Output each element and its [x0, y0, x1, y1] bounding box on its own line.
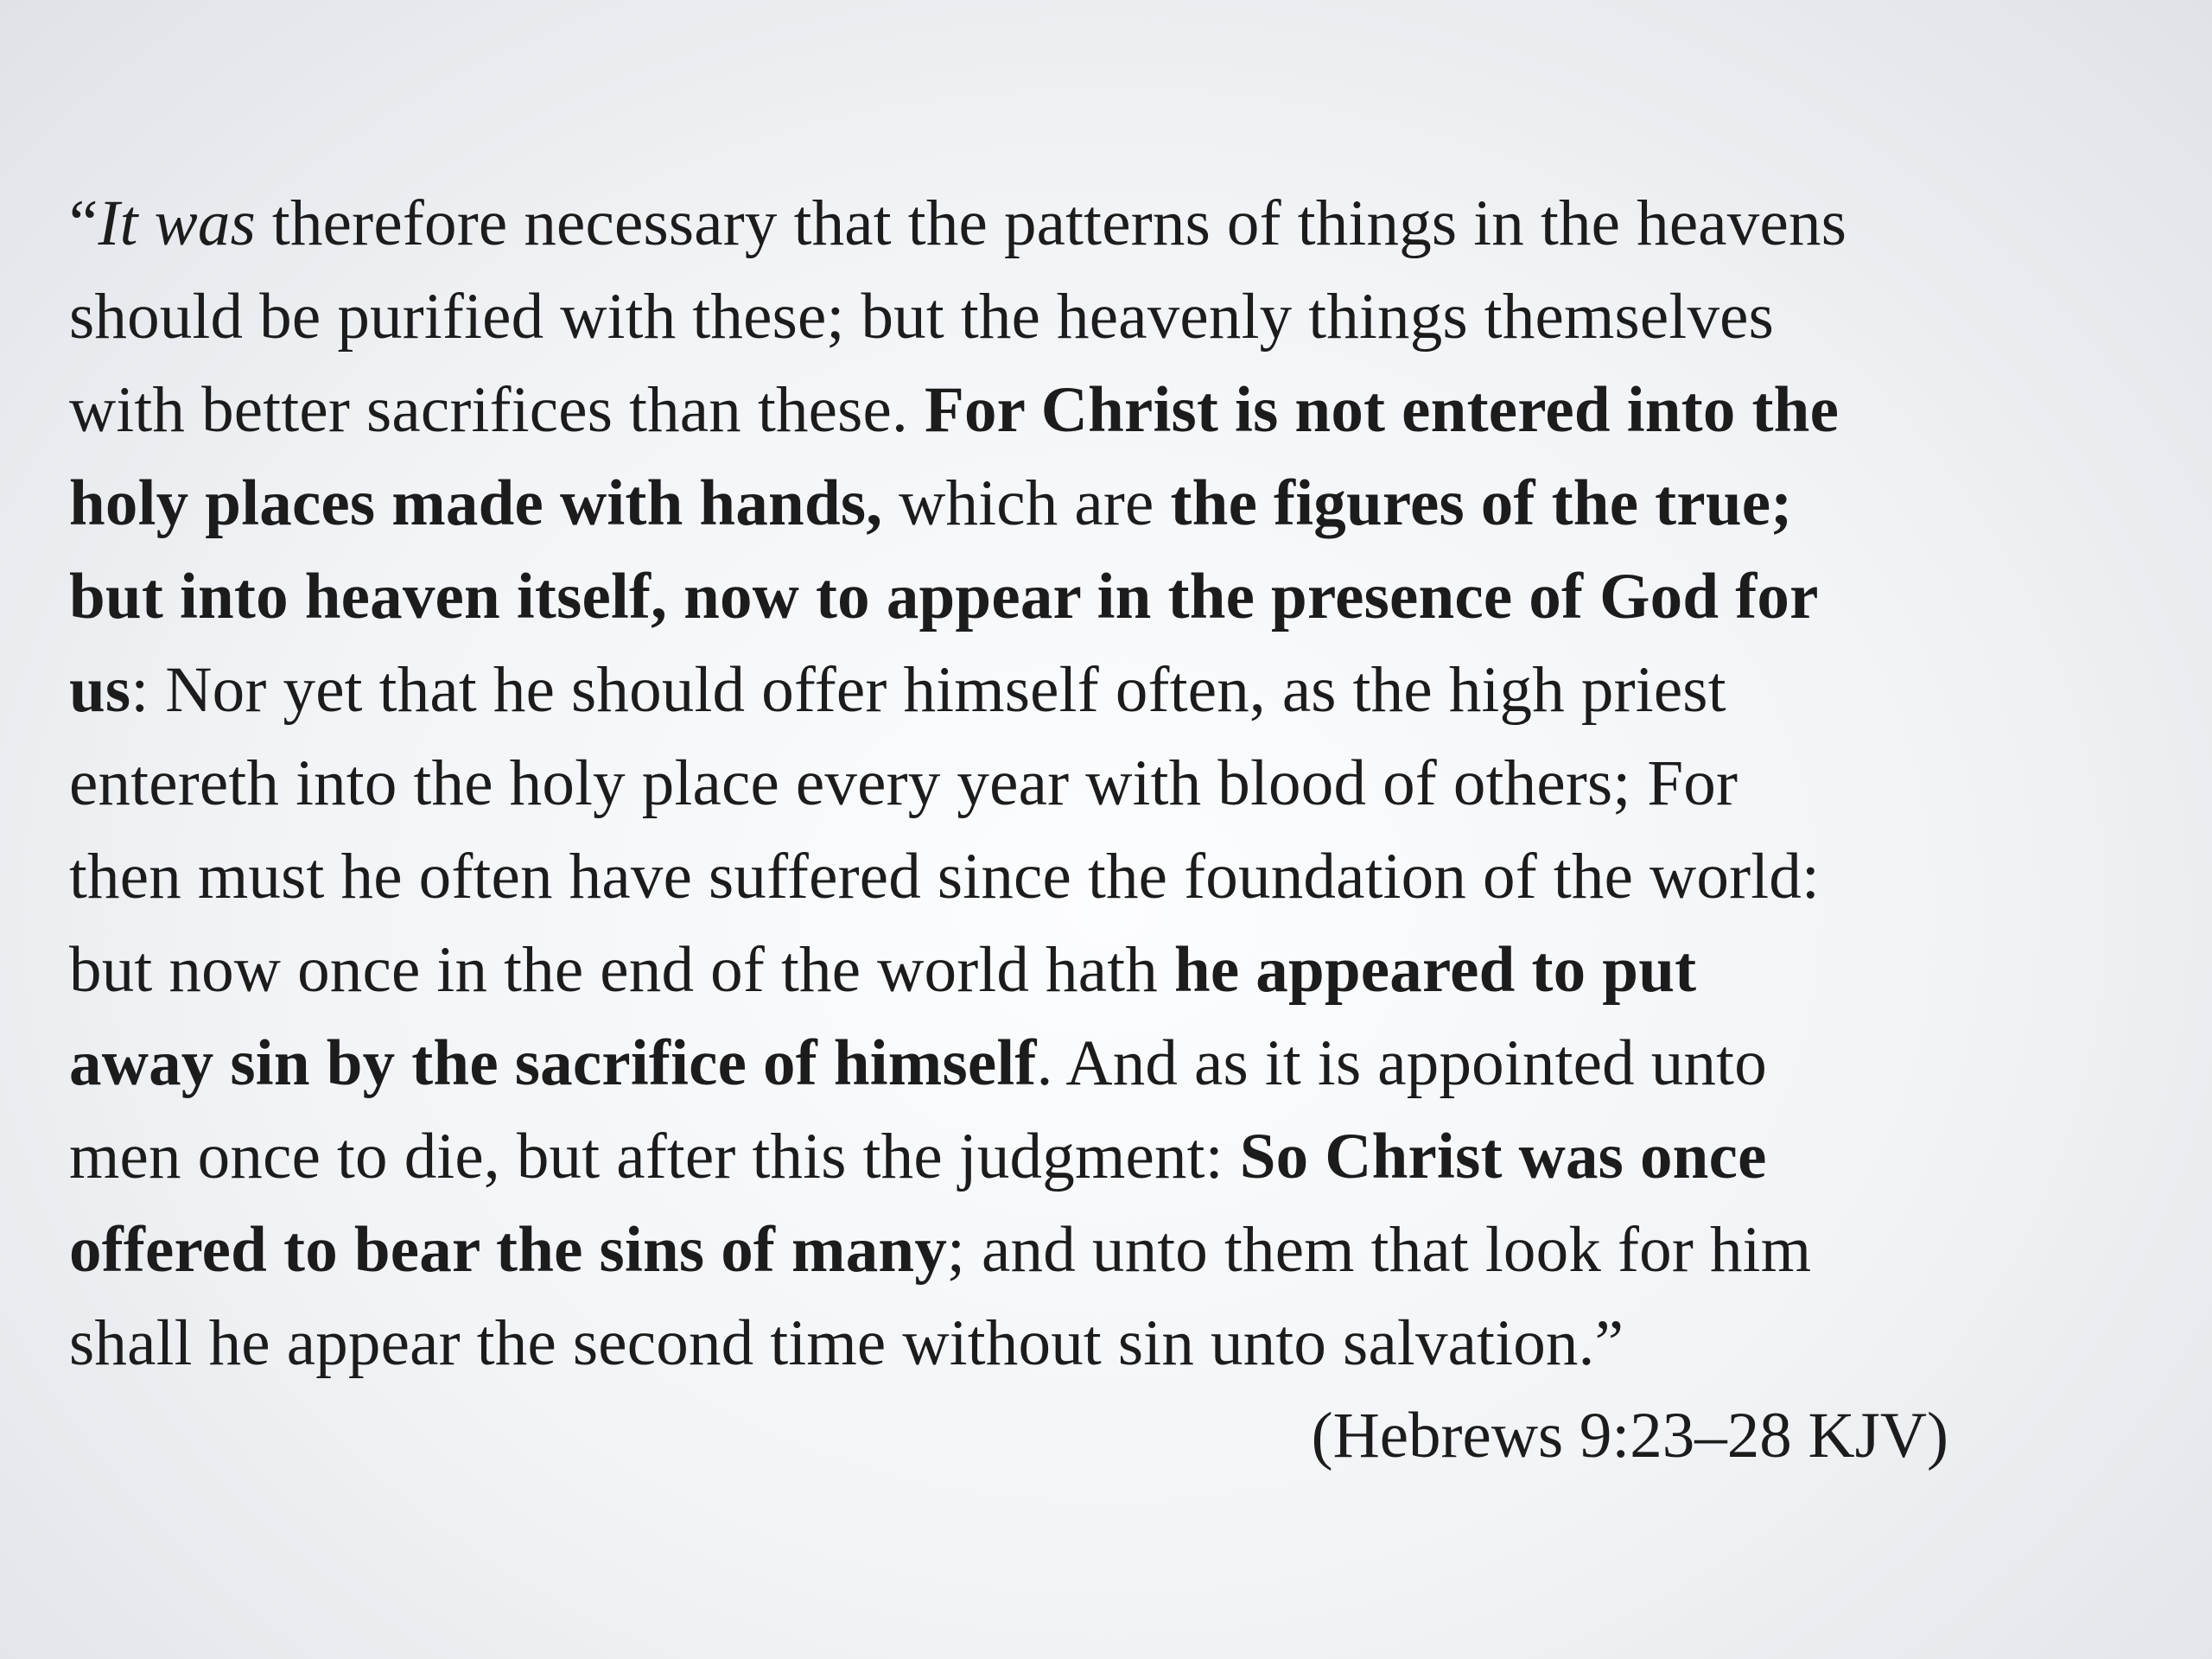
bold-emphasis: So Christ was once [1239, 1121, 1767, 1192]
quote-line-6 [69, 644, 2177, 737]
bold-emphasis: For Christ is not entered into the [924, 374, 1840, 446]
scripture-citation: (Hebrews 9:23–28 KJV) [1311, 1400, 1948, 1471]
italic-text: It was [98, 188, 256, 259]
quote-text: . And as it is appointed unto [1036, 1027, 1767, 1099]
quote-line-13: shall he appear the second time without sin unto salvation.” [69, 1307, 1624, 1379]
quote-line-3 [69, 364, 2177, 457]
bold-emphasis: away sin by the sacrifice of himself [69, 1027, 1037, 1099]
bold-emphasis: but into heaven itself, now to appear in the presence of God for [69, 561, 1819, 632]
quote-line-1 [69, 177, 2177, 270]
quote-text: : Nor yet that he should offer himself often, as the high priest [130, 654, 1726, 726]
quote-line-8: then must he often have suffered since the foundation of the world: [69, 841, 1821, 912]
quote-line-7: entereth into the holy place every year with blood of others; For [69, 747, 1738, 819]
quote-line-9 [69, 924, 2177, 1017]
quote-line-12 [69, 1204, 2177, 1297]
quote-text: ; and unto them that look for him [947, 1214, 1812, 1286]
quote-text: men once to die, but after this the judgment: [69, 1121, 1240, 1192]
bold-emphasis: us [69, 654, 131, 726]
quote-line-4 [69, 457, 2177, 550]
bold-emphasis: the figures of the true; [1170, 467, 1793, 539]
quote-text: with better sacrifices than these. [69, 374, 925, 446]
quote-text: but now once in the end of the world hath [69, 934, 1174, 1006]
quote-line-2: should be purified with these; but the heavenly things themselves [69, 281, 1775, 353]
quote-text: therefore necessary that the patterns of things in the heavens [255, 188, 1847, 259]
bold-emphasis: holy places made with hands, [69, 467, 883, 539]
bold-emphasis: he appeared to put [1173, 934, 1697, 1006]
open-quote-mark: “ [69, 188, 99, 259]
quote-text: which are [882, 467, 1171, 539]
bold-emphasis: offered to bear the sins of many [69, 1214, 948, 1286]
quote-line-11 [69, 1110, 2177, 1204]
quote-line-5 [69, 550, 2177, 644]
scripture-quote [69, 177, 2177, 1390]
quote-line-10 [69, 1017, 2177, 1110]
